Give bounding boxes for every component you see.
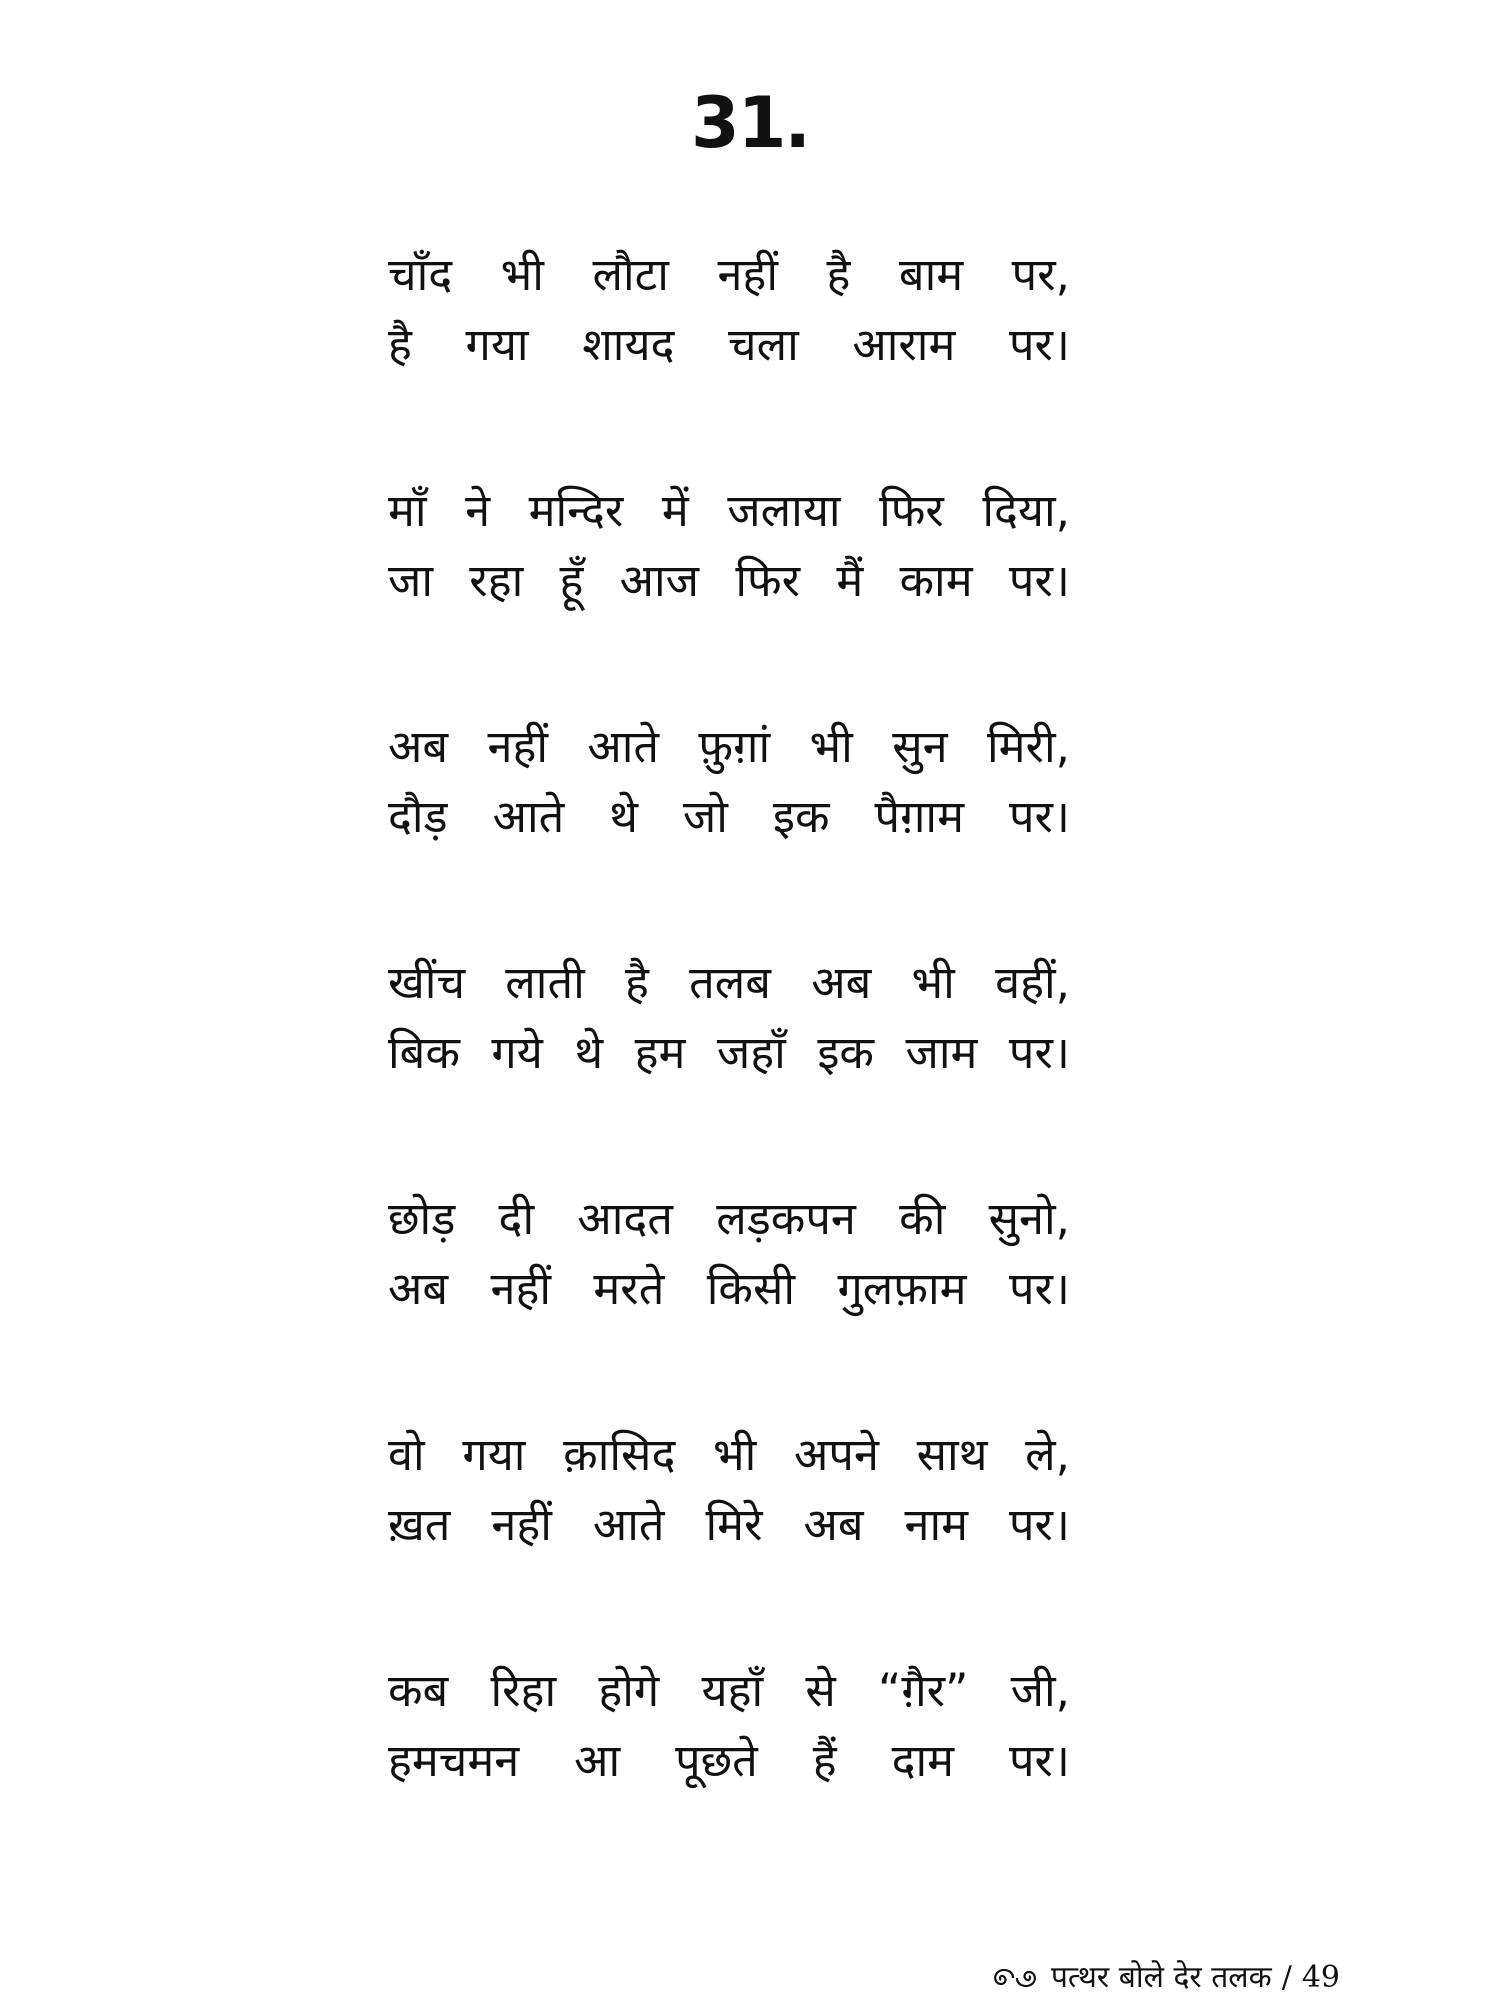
poem-word: जलाया	[727, 484, 841, 537]
poem-word: इक	[772, 790, 830, 843]
poem-word: गया	[465, 318, 529, 371]
poem-word: हमचमन	[388, 1734, 520, 1787]
poem-line	[388, 1420, 1070, 1490]
poem-word: साथ	[916, 1428, 988, 1481]
poem-word: पैग़ाम	[874, 790, 964, 843]
poem-word: बाम	[898, 248, 964, 301]
poem-word: नहीं	[491, 1498, 552, 1551]
poem-line	[388, 1254, 1070, 1324]
poem-word: कब	[388, 1664, 449, 1717]
poem-word: काम	[899, 554, 973, 607]
poem-word: दी	[498, 1192, 535, 1245]
poem-word: मिरे	[705, 1498, 763, 1551]
poem-word: अब	[811, 956, 872, 1009]
footer-separator: /	[1281, 1960, 1292, 1995]
poem-word: तलब	[689, 956, 771, 1009]
poem-line	[388, 1656, 1070, 1726]
poem-word: खींच	[388, 956, 466, 1009]
poem-word: जहाँ	[716, 1026, 786, 1079]
poem-word: रिहा	[490, 1664, 557, 1717]
poem-word: यहाँ	[701, 1664, 764, 1717]
poem-word: रहा	[469, 554, 524, 607]
couplet	[388, 1656, 1070, 1796]
poem-word: की	[899, 1192, 946, 1245]
page-footer	[989, 1958, 1340, 1998]
couplet	[388, 1184, 1070, 1324]
poem-word: भी	[500, 248, 544, 301]
poem-word: आ	[574, 1734, 621, 1787]
poem-word: भी	[911, 956, 955, 1009]
poem-body	[388, 240, 1070, 1892]
poem-word: छोड़	[388, 1192, 456, 1245]
poem-word: अपने	[794, 1428, 879, 1481]
couplet	[388, 476, 1070, 616]
poem-word: नहीं	[490, 1262, 551, 1315]
poem-word: गये	[491, 1026, 543, 1079]
scroll-ornament-icon	[989, 1965, 1041, 1991]
couplet	[388, 712, 1070, 852]
poem-word: शायद	[582, 318, 675, 371]
poem-word: थे	[574, 1026, 604, 1079]
poem-word: फिर	[879, 484, 944, 537]
poem-word: जा	[388, 554, 434, 607]
poem-line	[388, 240, 1070, 310]
poem-word: मरते	[593, 1262, 665, 1315]
poem-word: मिरी,	[986, 720, 1070, 773]
poem-line	[388, 712, 1070, 782]
poem-word: अब	[388, 1262, 449, 1315]
poem-word: जी,	[1010, 1664, 1070, 1717]
poem-word: नहीं	[717, 248, 778, 301]
poem-word: किसी	[706, 1262, 796, 1315]
poem-word: थे	[609, 790, 638, 843]
poem-word: ने	[465, 484, 491, 537]
poem-word: पर।	[1008, 1498, 1070, 1551]
poem-word: गुलफ़ाम	[837, 1262, 967, 1315]
poem-word: भी	[809, 720, 853, 773]
poem-word: लड़कपन	[716, 1192, 856, 1245]
poem-line	[388, 476, 1070, 546]
poem-word: है	[826, 248, 851, 301]
poem-word: सुनो,	[988, 1192, 1070, 1245]
poem-word: नाम	[904, 1498, 969, 1551]
poem-word: हम	[634, 1026, 686, 1079]
poem-word: फ़ुग़ां	[698, 720, 771, 773]
poem-word: क़ासिद	[563, 1428, 676, 1481]
poem-word: लाती	[505, 956, 585, 1009]
poem-word: चाँद	[388, 248, 453, 301]
poem-word: पर।	[1008, 318, 1070, 371]
poem-word: आज	[619, 554, 700, 607]
poem-word: ले,	[1025, 1428, 1070, 1481]
poem-word: लौटा	[592, 248, 669, 301]
poem-line	[388, 1018, 1070, 1088]
poem-word: वहीं,	[995, 956, 1070, 1009]
poem-word: ख़त	[388, 1498, 451, 1551]
poem-line	[388, 546, 1070, 616]
poem-line	[388, 948, 1070, 1018]
poem-word: माँ	[388, 484, 427, 537]
poem-number: 31.	[690, 82, 809, 164]
poem-word: जो	[682, 790, 728, 843]
poem-word: पर।	[1008, 1026, 1070, 1079]
poem-word: हैं	[812, 1734, 837, 1787]
poem-word: मैं	[836, 554, 864, 607]
poem-word: पर।	[1008, 790, 1070, 843]
poem-word: आराम	[852, 318, 956, 371]
poem-word: आते	[592, 1498, 665, 1551]
poem-word: आते	[587, 720, 660, 773]
poem-word: गया	[462, 1428, 526, 1481]
couplet	[388, 1420, 1070, 1560]
poem-word: इक	[817, 1026, 874, 1079]
poem-word: पर।	[1008, 1734, 1070, 1787]
poem-word: आदत	[577, 1192, 673, 1245]
couplet	[388, 240, 1070, 380]
poem-word: दौड़	[388, 790, 448, 843]
poem-word: चला	[728, 318, 799, 371]
poem-line	[388, 310, 1070, 380]
poem-line	[388, 782, 1070, 852]
poem-word: आते	[492, 790, 565, 843]
poem-word: होगे	[598, 1664, 660, 1717]
poem-word: “ग़ैर”	[878, 1664, 969, 1717]
footer-book-title: पत्थर बोले देर तलक	[1050, 1960, 1272, 1995]
poem-word: दिया,	[982, 484, 1070, 537]
poem-word: में	[661, 484, 689, 537]
poem-word: सुन	[892, 720, 948, 773]
poem-word: जाम	[905, 1026, 978, 1079]
poem-word: है	[625, 956, 649, 1009]
poem-word: भी	[713, 1428, 757, 1481]
poem-word: हूँ	[559, 554, 584, 607]
page-number: 49	[1301, 1960, 1340, 1995]
poem-word: वो	[388, 1428, 425, 1481]
poem-line	[388, 1490, 1070, 1560]
poem-line	[388, 1184, 1070, 1254]
poem-word: पूछते	[675, 1734, 758, 1787]
poem-word: अब	[388, 720, 449, 773]
poem-word: पर,	[1011, 248, 1070, 301]
poem-word: पर।	[1008, 1262, 1070, 1315]
poem-word: दाम	[891, 1734, 955, 1787]
poem-word: फिर	[735, 554, 801, 607]
poem-word: पर।	[1008, 554, 1070, 607]
poem-word: मन्दिर	[528, 484, 624, 537]
poem-word: है	[388, 318, 412, 371]
poem-word: अब	[803, 1498, 864, 1551]
poem-word: नहीं	[487, 720, 548, 773]
poem-line	[388, 1726, 1070, 1796]
poem-word: बिक	[388, 1026, 460, 1079]
couplet	[388, 948, 1070, 1088]
poem-word: से	[805, 1664, 836, 1717]
